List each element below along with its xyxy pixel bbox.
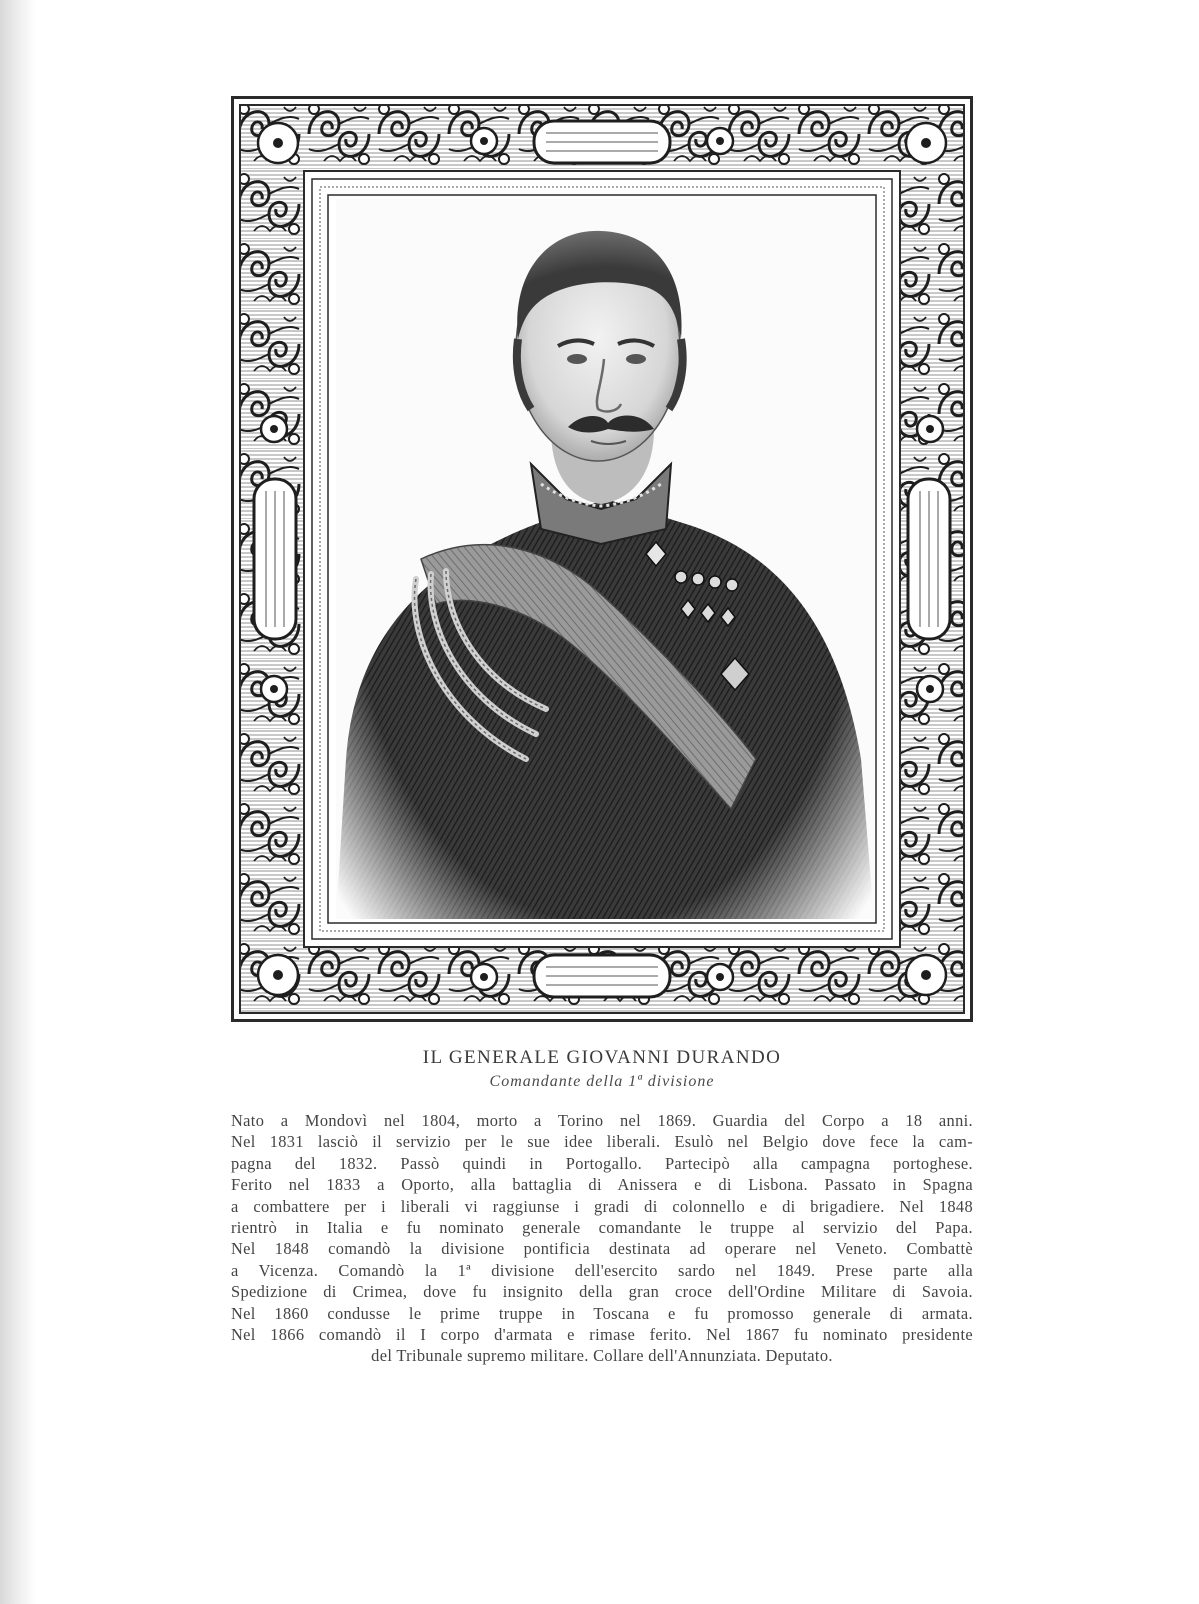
- biography-line: Nel 1848 comandò la divisione pontificia destinata ad operare nel Veneto. Combattè: [231, 1239, 973, 1259]
- biography-line: Nel 1866 comandò il I corpo d'armata e rimase ferito. Nel 1867 fu nominato presidente: [231, 1324, 973, 1344]
- biography-line: pagna del 1832. Passò quindi in Portogallo. Partecipò alla campagna portoghese.: [231, 1153, 973, 1173]
- caption-subtitle: Comandante della 1ª divisione: [489, 1073, 715, 1090]
- caption-title: IL GENERALE GIOVANNI DURANDO: [422, 1047, 782, 1068]
- biography-line: rientrò in Italia e fu nominato generale comandante le truppe al servizio del Papa.: [231, 1217, 973, 1237]
- biography-paragraph: [231, 1110, 973, 1367]
- biography-line: del Tribunale supremo militare. Collare dell'Annunziata. Deputato.: [371, 1346, 833, 1366]
- general-portrait-illustration: [336, 199, 874, 919]
- biography-line: Ferito nel 1833 a Oporto, alla battaglia di Anissera e di Lisbona. Passato in Spagna: [231, 1175, 973, 1195]
- page-gutter-shadow: [0, 0, 36, 1604]
- biography-line: Nel 1831 lasciò il servizio per le sue idee liberali. Esulò nel Belgio dove fece la cam-: [231, 1132, 973, 1152]
- biography-line: Nato a Mondovì nel 1804, morto a Torino nel 1869. Guardia del Corpo a 18 anni.: [231, 1111, 973, 1130]
- biography-line: Nel 1860 condusse le prime truppe in Toscana e fu promosso generale di armata.: [231, 1303, 973, 1323]
- biography-line: a Vicenza. Comandò la 1ª divisione dell'esercito sardo nel 1849. Prese parte alla: [231, 1260, 973, 1280]
- biography-line: a combattere per i liberali vi raggiunse i gradi di colonnello e di brigadiere. Nel 1848: [231, 1196, 973, 1216]
- portrait-engraving: [336, 199, 874, 919]
- biography-line: Spedizione di Crimea, dove fu insignito della gran croce dell'Ordine Militare di Savoia.: [231, 1282, 973, 1302]
